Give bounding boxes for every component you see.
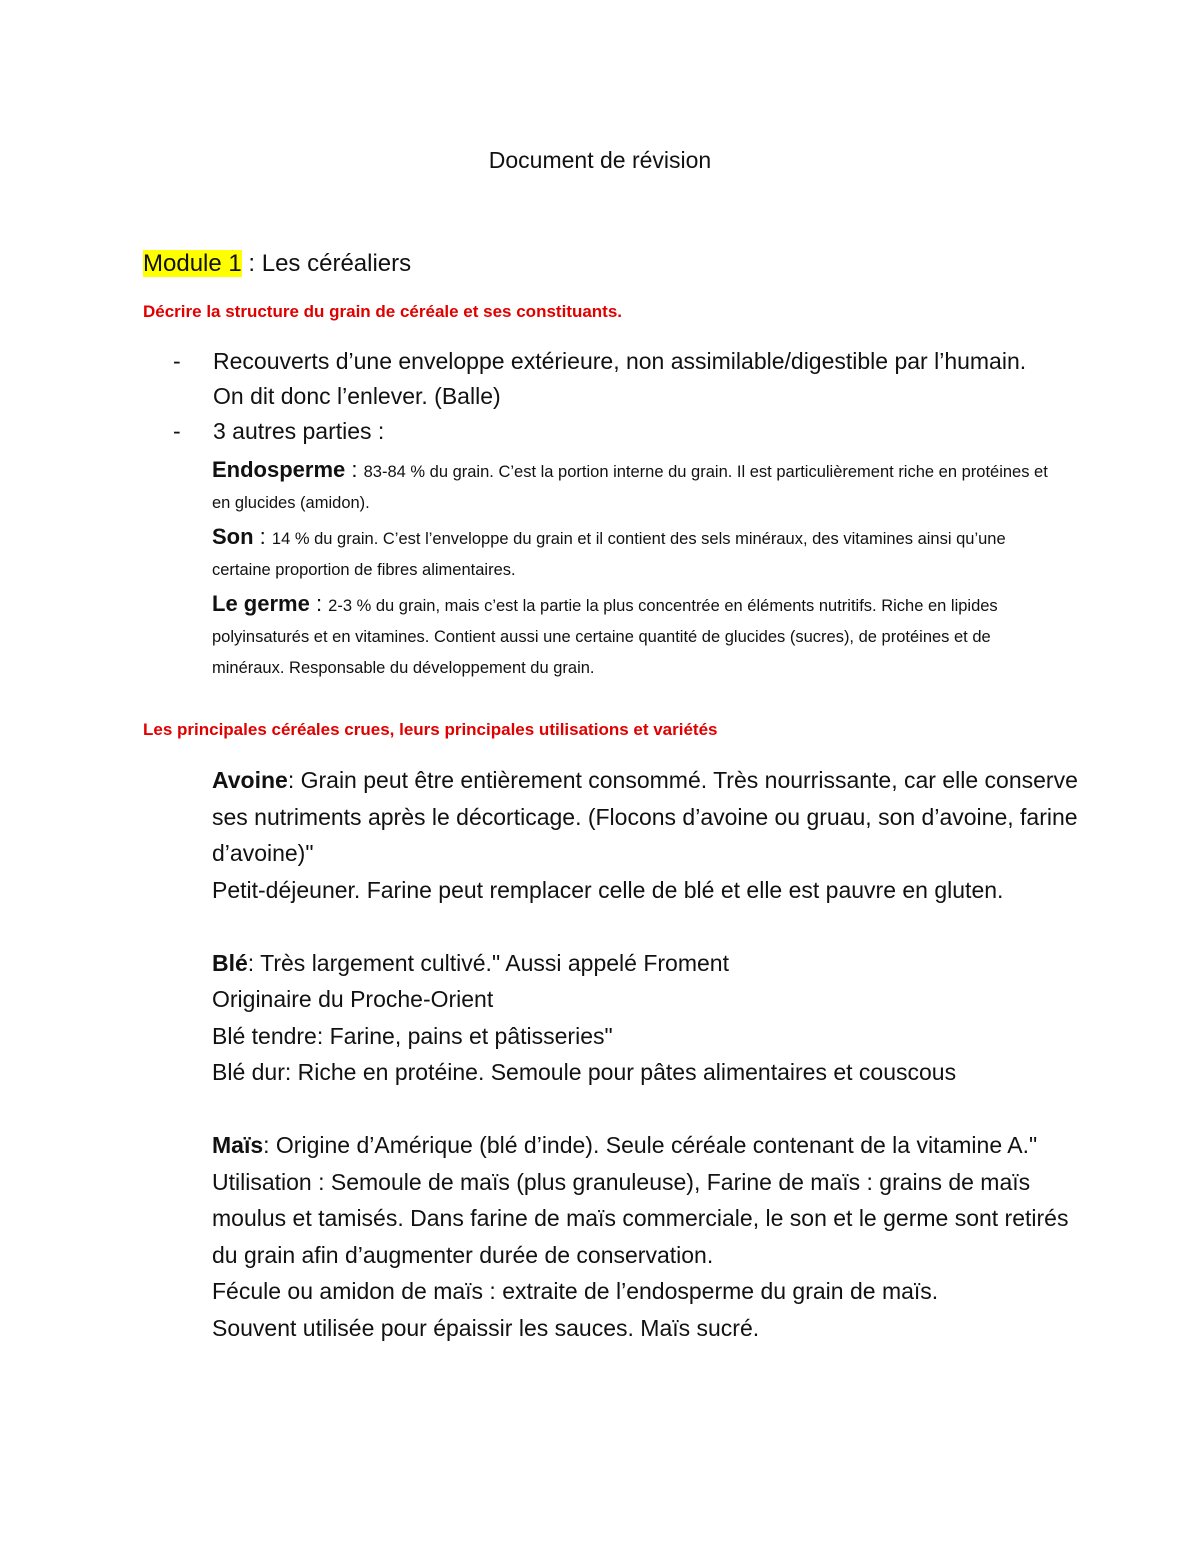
module-subject: : Les céréaliers (241, 250, 412, 277)
part-colon: : (253, 524, 272, 549)
cereal-line: Fécule ou amidon de maïs : extraite de l’endosperme du grain de maïs. (212, 1278, 939, 1304)
part-term: Son (212, 524, 254, 549)
part-description: 83-84 % du grain. C’est la portion interne du grain. Il est particulièrement riche en protéines et en glucides (amidon). (212, 463, 1048, 512)
grain-parts (212, 454, 1062, 686)
part-description: 14 % du grain. C’est l’enveloppe du grain et il contient des sels minéraux, des vitamines ainsi qu’une certaine proportion de fibres alimentaires. (212, 530, 1006, 579)
list-item (173, 344, 1033, 414)
cereal-description: : Grain peut être entièrement consommé. Très nourrissante, car elle conserve ses nutriments après le décorticage. (Flocons d’avoine ou gruau, son d’avoine, farine d’avoine)" (212, 767, 1078, 866)
cereal-line: Originaire du Proche-Orient (212, 986, 494, 1012)
spacer (212, 1091, 1092, 1128)
cereal-line: Souvent utilisée pour épaissir les sauces. Maïs sucré. (212, 1314, 760, 1341)
part-description: 2-3 % du grain, mais c’est la partie la plus concentrée en éléments nutritifs. Riche en lipides polyinsaturés et en vitamines. Contient aussi une certaine quantité de glucides (sucres), de protéines et de minéraux. Responsable du développement du grain. (212, 597, 998, 677)
cereal-line (212, 762, 1092, 872)
part-colon: : (345, 457, 364, 482)
cereal-name: Avoine (212, 767, 288, 793)
section-heading-structure: Décrire la structure du grain de céréale et ses constituants. (143, 302, 623, 321)
part-endosperme (212, 454, 1062, 519)
part-germe (212, 588, 1062, 684)
cereal-line (212, 1127, 1092, 1164)
list-item (173, 414, 1033, 449)
cereal-name: Maïs (212, 1132, 264, 1158)
bullet-list (173, 344, 1033, 449)
part-colon: : (309, 591, 329, 616)
part-term: Le germe (212, 591, 310, 616)
part-son (212, 521, 1062, 586)
cereal-line: Blé tendre: Farine, pains et pâtisseries" (212, 1022, 613, 1049)
cereal-description: : Très largement cultivé." Aussi appelé Froment (247, 949, 729, 976)
cereal-ble (212, 945, 1092, 1091)
part-term: Endosperme (212, 457, 346, 482)
module-label: Module 1 (143, 250, 242, 277)
cereal-mais (212, 1127, 1092, 1346)
cereal-list (212, 762, 1092, 1346)
cereal-line: Blé dur: Riche en protéine. Semoule pour pâtes alimentaires et couscous (212, 1059, 957, 1085)
section-heading-cereals: Les principales céréales crues, leurs principales utilisations et variétés (143, 720, 718, 739)
list-item-text: Recouverts d’une enveloppe extérieure, non assimilable/digestible par l’humain. On dit donc l’enlever. (Balle) (213, 348, 1027, 409)
bullet-dash: - (173, 418, 181, 444)
list-item-text: 3 autres parties : (213, 418, 385, 444)
module-heading (143, 248, 411, 280)
bullet-dash: - (173, 348, 181, 374)
cereal-name: Blé (212, 949, 248, 976)
cereal-line: Utilisation : Semoule de maïs (plus granuleuse), Farine de maïs : grains de maïs moulus et tamisés. Dans farine de maïs commerciale, le son et le germe sont retirés du grain afin d’augmenter durée de conservation. (212, 1168, 1069, 1268)
cereal-avoine (212, 762, 1092, 908)
cereal-line (212, 945, 1092, 982)
cereal-line: Petit-déjeuner. Farine peut remplacer celle de blé et elle est pauvre en gluten. (212, 876, 1004, 903)
spacer (212, 908, 1092, 945)
cereal-description: : Origine d’Amérique (blé d’inde). Seule céréale contenant de la vitamine A." (263, 1132, 1038, 1158)
document-title: Document de révision (488, 147, 712, 173)
